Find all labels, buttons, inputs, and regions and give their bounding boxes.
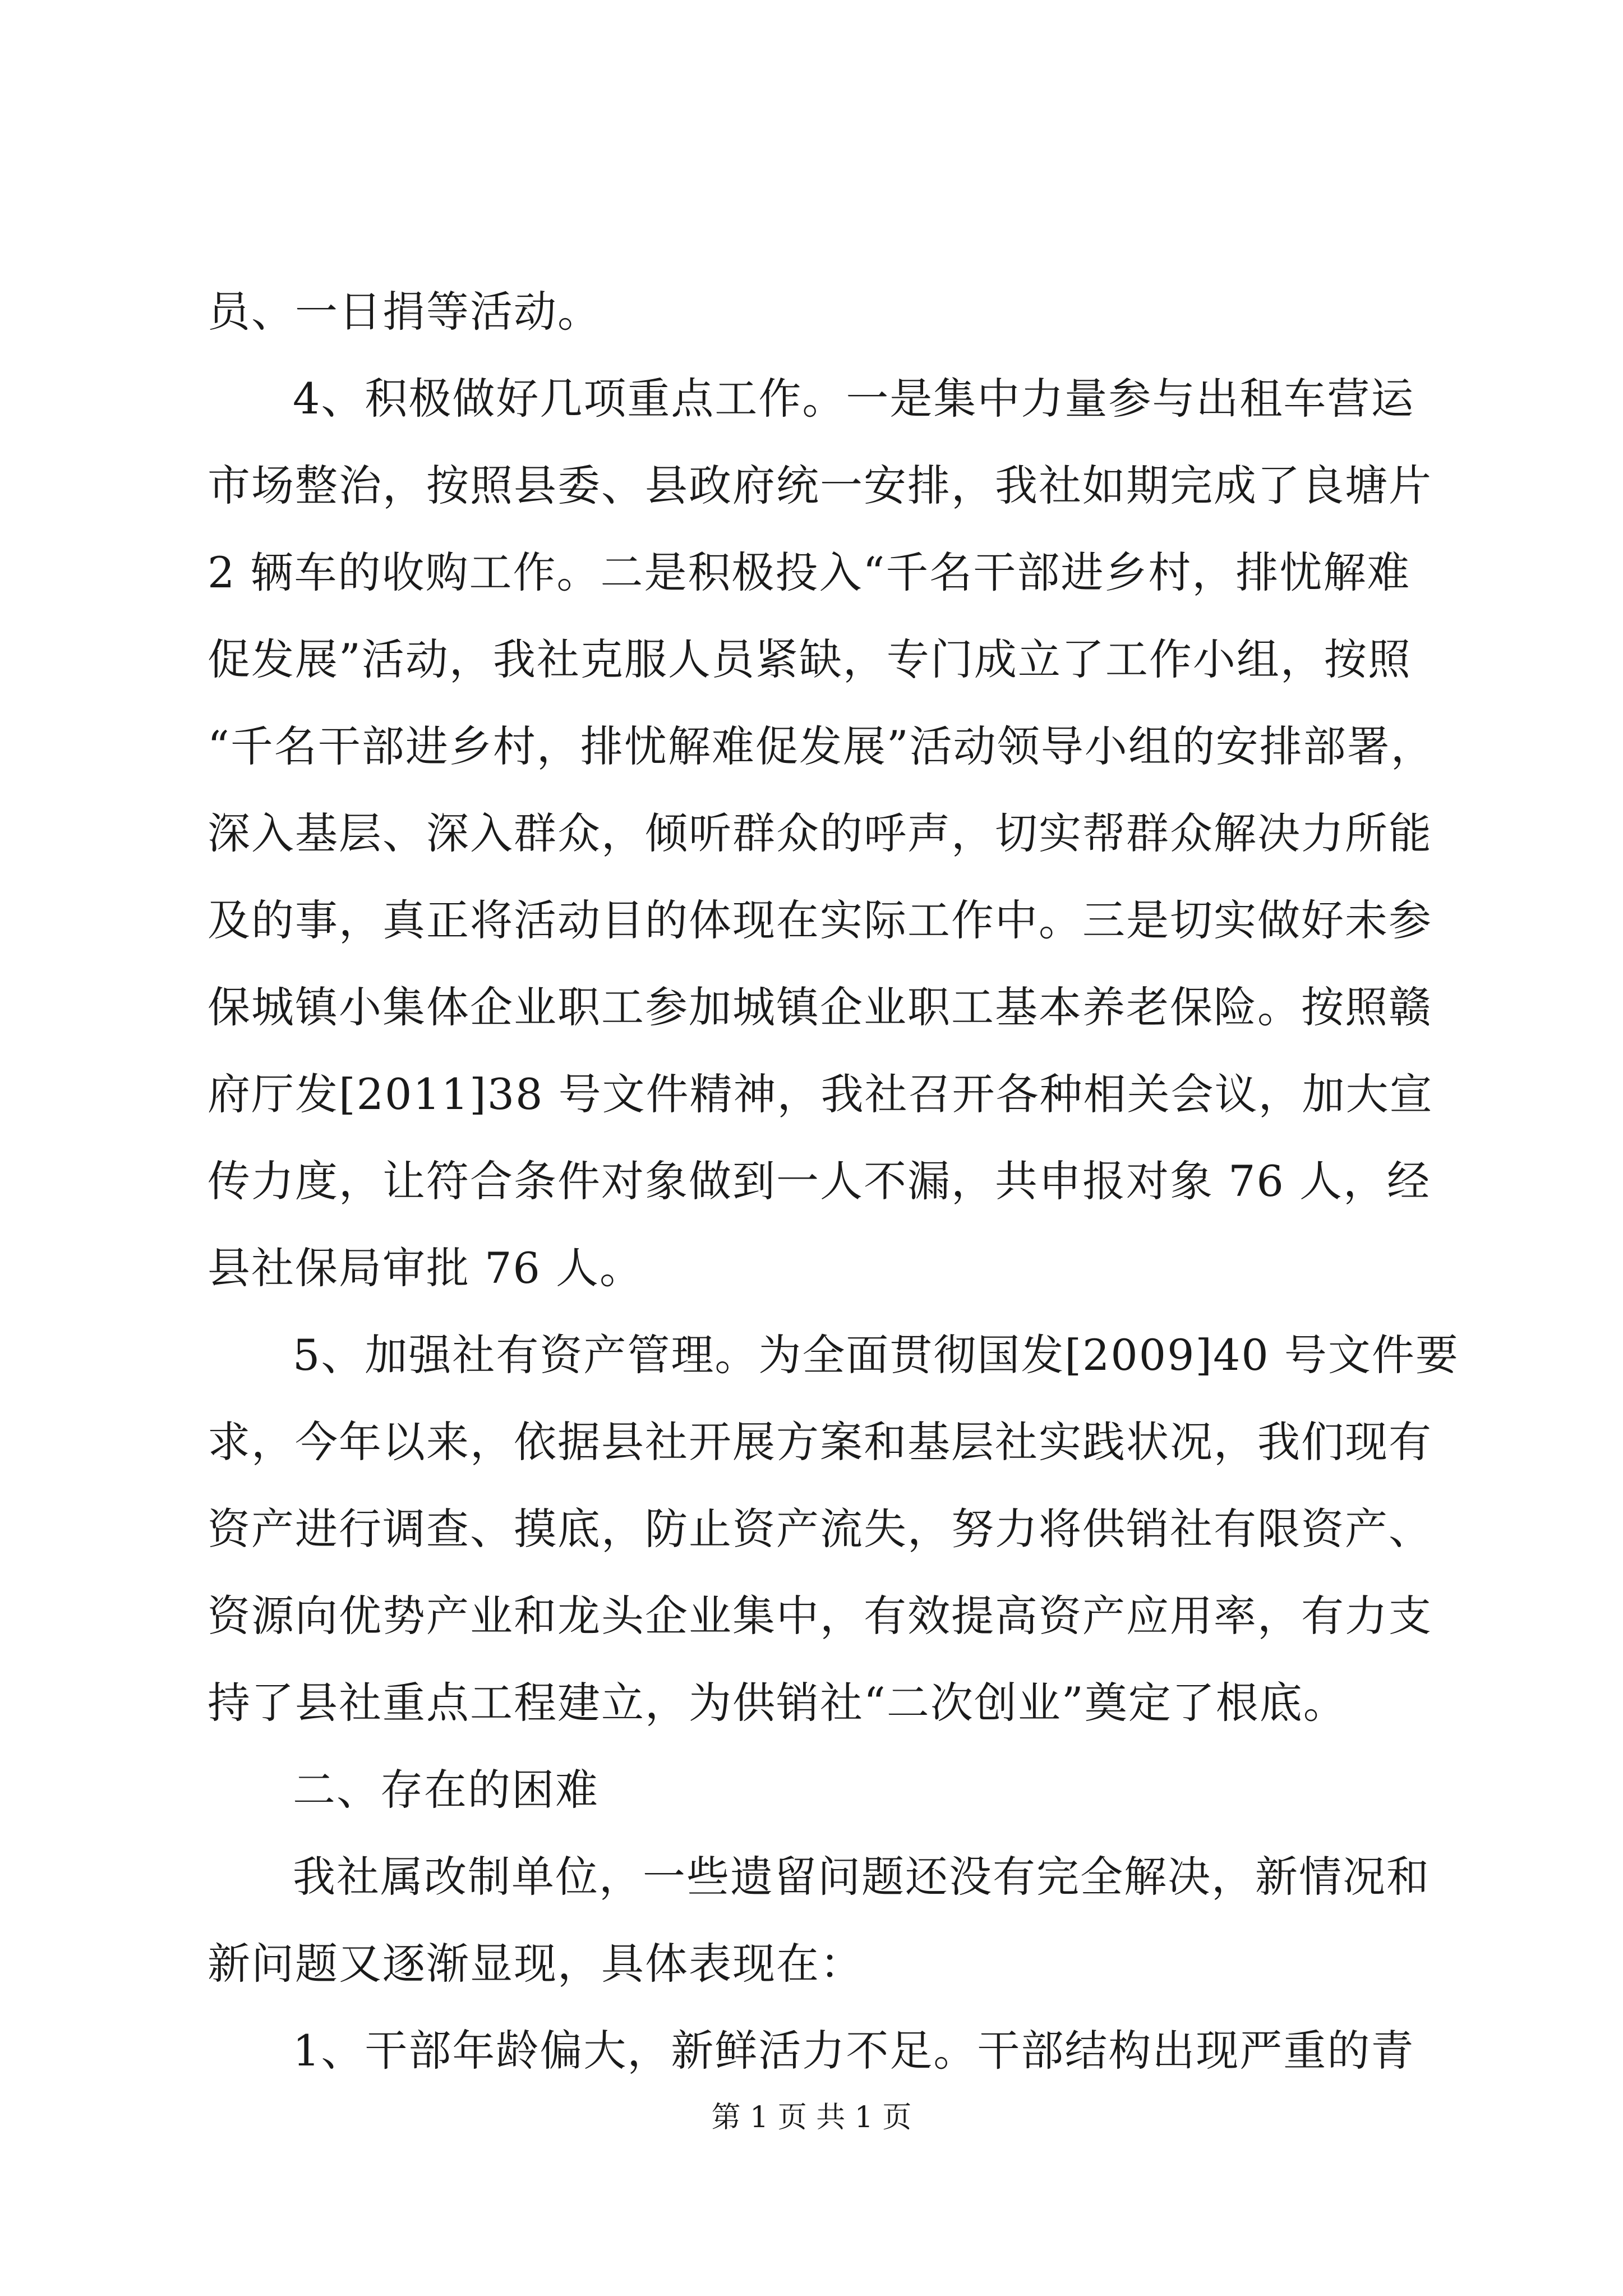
- text-line: 深入基层、深入群众，倾听群众的呼声，切实帮群众解决力所能: [208, 808, 1432, 858]
- text-line: 市场整治，按照县委、县政府统一安排，我社如期完成了良塘片: [208, 461, 1432, 510]
- text-line: 1、干部年龄偏大，新鲜活力不足。干部结构出现严重的青: [293, 2026, 1415, 2076]
- text-line: “千名干部进乡村，排忧解难促发展”活动领导小组的安排部署，: [208, 721, 1435, 771]
- text-line: 持了县社重点工程建立，为供销社“二次创业”奠定了根底。: [208, 1678, 1347, 1728]
- page-number-label: 第 1 页 共 1 页: [711, 2101, 912, 2134]
- text-line: 及的事，真正将活动目的体现在实际工作中。三是切实做好未参: [208, 895, 1432, 945]
- text-line: 府厅发[2011]38 号文件精神，我社召开各种相关会议，加大宣: [208, 1069, 1433, 1119]
- page-footer: [0, 2098, 1623, 2137]
- text-line: 传力度，让符合条件对象做到一人不漏，共申报对象 76 人，经: [208, 1156, 1431, 1206]
- text-line: 2 辆车的收购工作。二是积极投入“千名干部进乡村，排忧解难: [208, 547, 1411, 597]
- text-line: 求，今年以来，依据县社开展方案和基层社实践状况，我们现有: [208, 1417, 1432, 1467]
- text-line: 促发展”活动，我社克服人员紧缺，专门成立了工作小组，按照: [208, 634, 1412, 684]
- text-line: 员、一日捐等活动。: [208, 287, 601, 337]
- text-line: 我社属改制单位，一些遗留问题还没有完全解决，新情况和: [293, 1852, 1430, 1902]
- text-line: 4、积极做好几项重点工作。一是集中力量参与出租车营运: [293, 374, 1415, 424]
- document-body: [208, 268, 1459, 2094]
- section-heading: 二、存在的困难: [293, 1765, 599, 1815]
- text-line: 新问题又逐渐显现，具体表现在：: [208, 1939, 864, 1989]
- text-line: 县社保局审批 76 人。: [208, 1243, 644, 1293]
- text-line: 资产进行调查、摸底，防止资产流失，努力将供销社有限资产、: [208, 1504, 1432, 1554]
- text-line: 资源向优势产业和龙头企业集中，有效提高资产应用率，有力支: [208, 1591, 1432, 1641]
- text-line: 保城镇小集体企业职工参加城镇企业职工基本养老保险。按照赣: [208, 982, 1432, 1032]
- text-line: 5、加强社有资产管理。为全面贯彻国发[2009]40 号文件要: [293, 1330, 1459, 1380]
